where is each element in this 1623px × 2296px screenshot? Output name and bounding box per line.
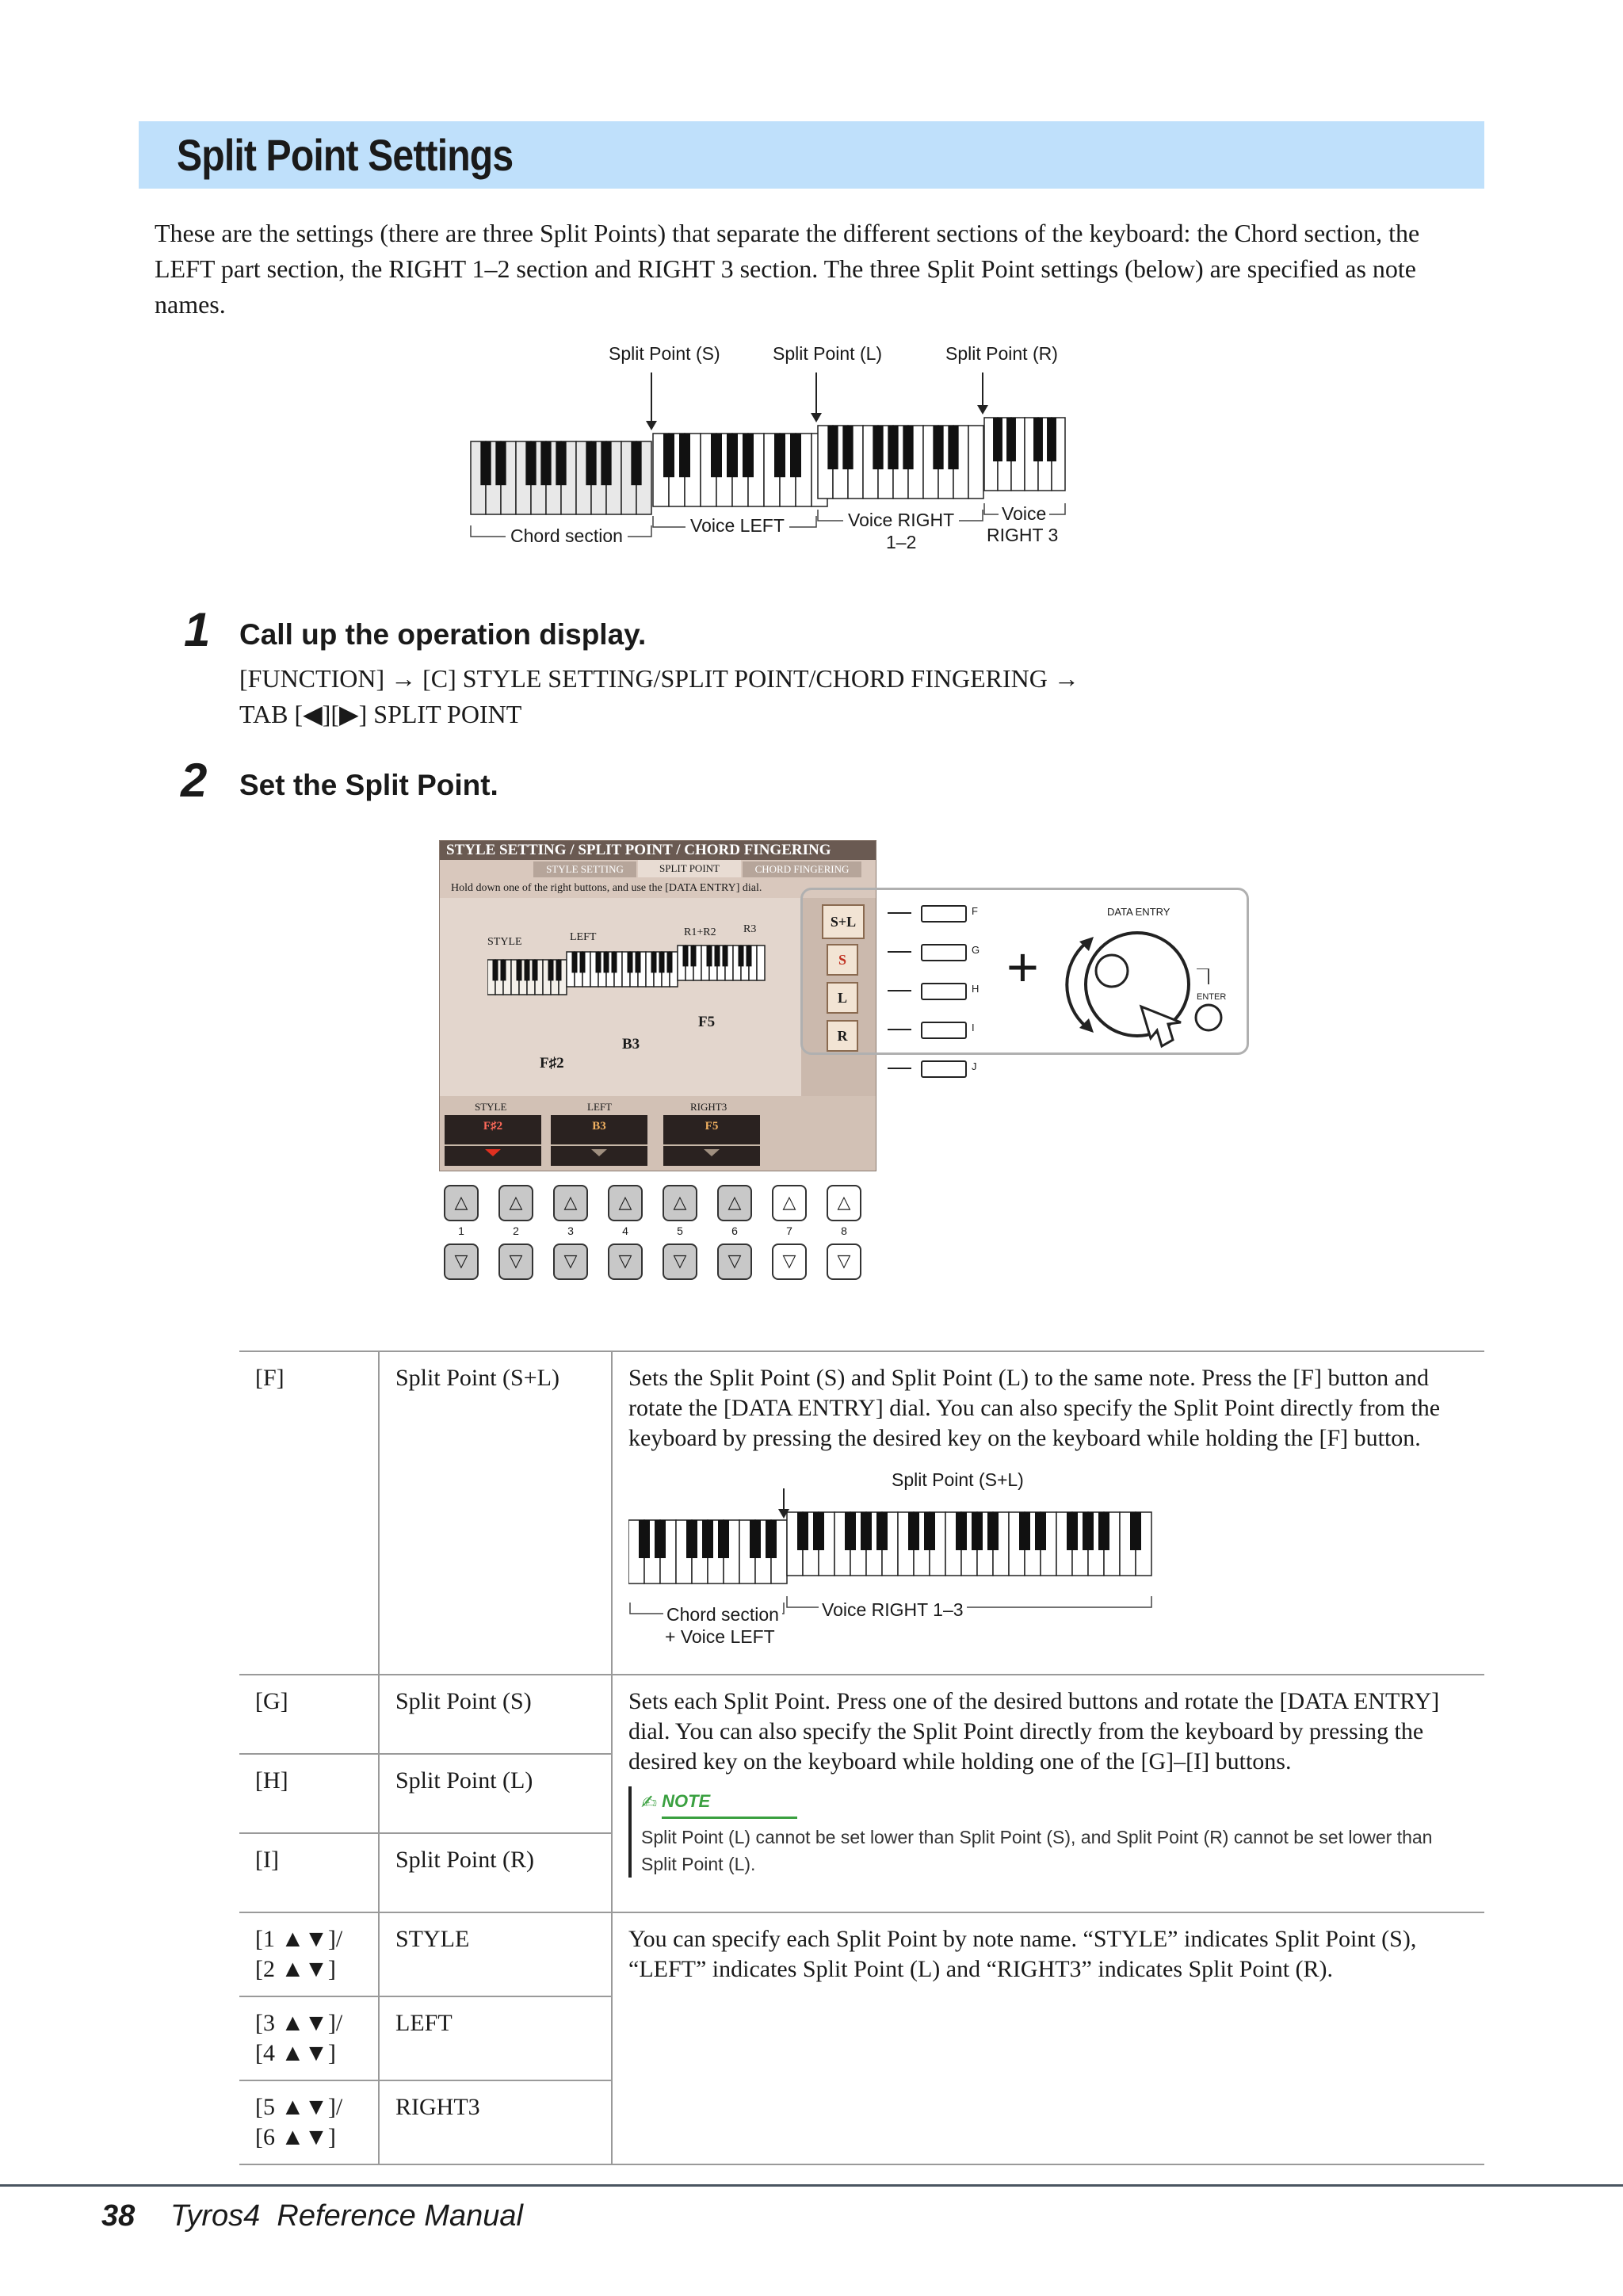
black-key <box>572 952 578 972</box>
param-value-style: F♯2 <box>483 1120 503 1133</box>
panel-button[interactable] <box>921 1060 967 1078</box>
param-down-arrow-right3 <box>704 1149 720 1156</box>
black-key <box>691 946 697 966</box>
button-6-up[interactable]: △ <box>717 1185 752 1221</box>
row-key-line1: [5 ▲▼]/ <box>255 2094 343 2120</box>
black-key <box>612 952 617 972</box>
note-box <box>628 1786 1468 1878</box>
button-4-up[interactable]: △ <box>608 1185 643 1221</box>
black-key <box>639 1520 650 1558</box>
black-key <box>651 952 657 972</box>
row-name: Split Point (L) <box>379 1754 612 1833</box>
row-description: Sets each Split Point. Press one of the desired buttons and rotate the [DATA ENTRY] dial. You can also specify the Split Point directly from the keyboard by pressing the desired key on the keyboard while holding one of the [G]–[I] buttons. <box>628 1688 1440 1775</box>
button-number: 6 <box>731 1224 738 1237</box>
voice-left-keys <box>653 434 827 506</box>
black-key <box>876 1512 888 1550</box>
black-key <box>903 426 913 469</box>
button-1-up[interactable]: △ <box>444 1185 479 1221</box>
side-button-j[interactable] <box>888 1059 983 1078</box>
button-number: 2 <box>513 1224 519 1237</box>
black-key <box>525 960 530 980</box>
button-8-down[interactable]: ▽ <box>827 1244 861 1280</box>
keyboard-split-diagram <box>460 337 1094 559</box>
black-key <box>556 441 566 485</box>
black-key <box>1130 1512 1141 1550</box>
page-number: 38 <box>101 2199 136 2233</box>
footer-rule <box>0 2184 1623 2187</box>
white-key <box>757 946 765 980</box>
black-key <box>679 434 690 477</box>
split-sl-diagram <box>628 1465 1183 1663</box>
row-key: [H] <box>239 1754 379 1833</box>
button-1-down[interactable]: ▽ <box>444 1244 479 1280</box>
black-key <box>556 960 562 980</box>
label-chord-voice-left-a: Chord section <box>663 1599 782 1629</box>
label-split-l: Split Point (L) <box>773 343 883 364</box>
button-number: 4 <box>622 1224 628 1237</box>
black-key <box>548 960 554 980</box>
button-number: 7 <box>786 1224 792 1237</box>
intro-paragraph: These are the settings (there are three Split Points) that separate the different sections of the keyboard: the Chord section, the LEFT part section, the RIGHT 1–2 section and RIGHT 3 section. The three Split Point settings (below) are specified as note names. <box>155 219 1420 319</box>
black-key <box>667 952 673 972</box>
black-key <box>1006 418 1016 461</box>
screen-keyboard <box>487 941 773 1004</box>
marker-f5: F5 <box>698 1014 716 1030</box>
row-name: STYLE <box>379 1912 612 1996</box>
black-key <box>827 426 838 469</box>
button-number: 3 <box>567 1224 574 1237</box>
param-down-arrow-left <box>591 1149 607 1156</box>
screen-instruction: Hold down one of the right buttons, and use the [DATA ENTRY] dial. <box>451 882 762 894</box>
black-key <box>797 1512 808 1550</box>
screen-kb-label-r1r2: R1+R2 <box>684 926 716 938</box>
row-name: Split Point (S+L) <box>379 1351 612 1675</box>
black-key <box>718 1520 729 1558</box>
black-key <box>517 960 522 980</box>
param-label-style: STYLE <box>475 1101 507 1113</box>
button-7-down[interactable]: ▽ <box>772 1244 807 1280</box>
icon-split-sl[interactable]: S+L <box>822 904 865 939</box>
row-key-line2: [6 ▲▼] <box>255 2124 336 2150</box>
screen-right-keys <box>678 946 765 980</box>
black-key <box>711 434 722 477</box>
button-5-down[interactable]: ▽ <box>663 1244 697 1280</box>
icon-split-s[interactable]: S <box>827 944 858 976</box>
voice-right3-keys <box>984 418 1065 491</box>
black-key <box>933 426 943 469</box>
row-name: Split Point (R) <box>379 1833 612 1912</box>
label-voice-right3-sub: RIGHT 3 <box>987 525 1059 545</box>
sl-right-keys <box>787 1512 1151 1576</box>
row-description-cell <box>612 1675 1484 1912</box>
black-key <box>1067 1512 1078 1550</box>
black-key <box>987 1512 999 1550</box>
black-key <box>1083 1512 1094 1550</box>
black-key <box>723 946 728 966</box>
black-key <box>972 1512 983 1550</box>
label-split-sl: Split Point (S+L) <box>892 1469 1024 1490</box>
black-key <box>993 418 1002 461</box>
row-name: Split Point (S) <box>379 1675 612 1754</box>
black-key <box>628 952 633 972</box>
button-7-up[interactable]: △ <box>772 1185 807 1221</box>
row-key: [G] <box>239 1675 379 1754</box>
black-key <box>1035 1512 1046 1550</box>
button-4-down[interactable]: ▽ <box>608 1244 643 1280</box>
tab-style-setting[interactable]: STYLE SETTING <box>533 861 636 877</box>
step-2-title: Set the Split Point. <box>239 769 498 801</box>
step-1-path-line2: TAB [◀][▶] SPLIT POINT <box>239 700 522 728</box>
black-key <box>743 434 754 477</box>
button-lead-line <box>888 1068 911 1069</box>
black-key <box>1098 1512 1109 1550</box>
settings-table <box>239 1350 1484 2165</box>
row-description: You can specify each Split Point by note name. “STYLE” indicates Split Point (S), “LEFT” indicates Split Point (L) and “RIGHT3” indicates Split Point (R). <box>612 1912 1484 2164</box>
icon-split-l[interactable]: L <box>827 982 858 1014</box>
data-entry-label: DATA ENTRY <box>1107 906 1170 918</box>
split-l-arrow-head <box>811 413 822 422</box>
split-s-arrow-head <box>646 421 657 430</box>
sl-chord-keys <box>628 1520 787 1584</box>
manual-title: Tyros4 Reference Manual <box>170 2199 523 2233</box>
chord-section-keys <box>471 441 651 514</box>
voice-right12-keys <box>818 426 983 499</box>
note-label: NOTE <box>662 1786 797 1819</box>
table-row <box>239 1351 1484 1675</box>
black-key <box>739 946 744 966</box>
enter-button <box>1196 1005 1221 1030</box>
marker-f2: F♯2 <box>540 1055 564 1072</box>
button-letter: I <box>972 1022 975 1033</box>
black-key <box>596 952 601 972</box>
black-key <box>707 946 712 966</box>
black-key <box>636 952 641 972</box>
screen-kb-label-r3: R3 <box>743 923 757 935</box>
black-key <box>525 441 536 485</box>
black-key <box>842 426 853 469</box>
pencil-icon: ✍ <box>641 1791 658 1813</box>
enter-label: ENTER <box>1197 992 1227 1002</box>
tab-chord-fingering[interactable]: CHORD FINGERING <box>743 861 861 877</box>
black-key <box>861 1512 872 1550</box>
black-key <box>501 960 506 980</box>
screen-kb-label-style: STYLE <box>487 936 522 948</box>
button-number: 8 <box>841 1224 847 1237</box>
black-key <box>845 1512 856 1550</box>
button-3-down[interactable]: ▽ <box>553 1244 588 1280</box>
label-voice-right12: Voice RIGHT <box>843 510 959 531</box>
black-key <box>924 1512 935 1550</box>
label-voice-left: Voice LEFT <box>685 515 789 537</box>
button-letter: H <box>972 983 980 995</box>
black-key <box>495 441 506 485</box>
button-2-down[interactable]: ▽ <box>498 1244 533 1280</box>
step-1-title: Call up the operation display. <box>239 618 647 651</box>
row-key-line1: [1 ▲▼]/ <box>255 1926 343 1952</box>
row-key-line2: [4 ▲▼] <box>255 2040 336 2066</box>
param-label-right3: RIGHT3 <box>690 1101 727 1113</box>
button-3-up[interactable]: △ <box>553 1185 588 1221</box>
label-voice-right3: Voice <box>999 503 1049 525</box>
split-r-arrow-head <box>977 405 988 415</box>
button-number: 1 <box>458 1224 464 1237</box>
screen-kb-label-left: LEFT <box>570 931 597 943</box>
step-2-number: 2 <box>181 754 208 807</box>
row-key: [I] <box>239 1833 379 1912</box>
black-key <box>1033 418 1043 461</box>
label-split-s: Split Point (S) <box>609 343 720 364</box>
black-key <box>956 1512 967 1550</box>
table-row <box>239 1912 1484 1996</box>
param-value-left: B3 <box>592 1120 606 1133</box>
black-key <box>533 960 538 980</box>
row-key <box>239 2080 379 2164</box>
black-key <box>540 441 551 485</box>
black-key <box>766 1520 777 1558</box>
screen-header: STYLE SETTING / SPLIT POINT / CHORD FINGERING <box>440 841 876 860</box>
button-letter: G <box>972 944 980 956</box>
button-6-down[interactable]: ▽ <box>717 1244 752 1280</box>
param-label-left: LEFT <box>587 1101 613 1113</box>
step-1-path-line1: [FUNCTION] → [C] STYLE SETTING/SPLIT POINT/CHORD FINGERING → <box>239 664 1079 693</box>
black-key <box>686 1520 697 1558</box>
tab-split-point[interactable]: SPLIT POINT <box>638 860 741 877</box>
icon-split-r[interactable]: R <box>827 1020 858 1052</box>
black-key <box>683 946 689 966</box>
black-key <box>659 952 665 972</box>
black-key <box>580 952 586 972</box>
black-key <box>715 946 720 966</box>
step-1-number: 1 <box>184 603 211 656</box>
section-title: Split Point Settings <box>177 130 514 180</box>
plus-sign: + <box>1006 936 1039 998</box>
label-voice-right12-sub: 1–2 <box>886 532 917 552</box>
black-key <box>1019 1512 1030 1550</box>
screen-style-keys <box>487 960 567 995</box>
button-2-up[interactable]: △ <box>498 1185 533 1221</box>
row-key: [F] <box>239 1351 379 1675</box>
row-key <box>239 1912 379 1996</box>
black-key <box>655 1520 666 1558</box>
table-row <box>239 1675 1484 1754</box>
param-value-right3: F5 <box>705 1120 719 1133</box>
marker-b3: B3 <box>622 1036 640 1052</box>
row-key-line2: [2 ▲▼] <box>255 1956 336 1982</box>
black-key <box>774 434 785 477</box>
label-chord-voice-left-b: + Voice LEFT <box>665 1626 775 1647</box>
black-key <box>727 434 738 477</box>
black-key <box>908 1512 919 1550</box>
label-split-r: Split Point (R) <box>945 343 1058 364</box>
black-key <box>948 426 958 469</box>
black-key <box>702 1520 713 1558</box>
note-header <box>641 1786 1468 1819</box>
black-key <box>888 426 898 469</box>
black-key <box>601 441 611 485</box>
black-key <box>750 1520 761 1558</box>
param-box-style[interactable] <box>445 1115 541 1166</box>
black-key <box>480 441 491 485</box>
black-key <box>631 441 641 485</box>
row-key <box>239 1996 379 2080</box>
label-chord-section: Chord section <box>506 525 628 547</box>
black-key <box>813 1512 824 1550</box>
black-key <box>873 426 883 469</box>
black-key <box>586 441 596 485</box>
screen-left-keys <box>567 952 678 987</box>
button-letter: J <box>972 1060 977 1072</box>
label-voice-right13: Voice RIGHT 1–3 <box>819 1595 967 1625</box>
param-box-right3[interactable] <box>663 1115 760 1166</box>
button-number: 5 <box>677 1224 683 1237</box>
button-8-up[interactable]: △ <box>827 1185 861 1221</box>
white-key <box>968 426 983 499</box>
black-key <box>747 946 752 966</box>
param-box-left[interactable] <box>551 1115 647 1166</box>
black-key <box>1047 418 1056 461</box>
note-text: Split Point (L) cannot be set lower than Split Point (S), and Split Point (R) cannot be set lower than Split Point (L). <box>641 1827 1433 1874</box>
param-down-arrow-style <box>485 1149 501 1156</box>
black-key <box>493 960 498 980</box>
button-5-up[interactable]: △ <box>663 1185 697 1221</box>
black-key <box>604 952 609 972</box>
black-key <box>790 434 801 477</box>
section-title-bar <box>139 121 1484 189</box>
black-key <box>663 434 674 477</box>
row-description: Sets the Split Point (S) and Split Point (L) to the same note. Press the [F] button and rotate the [DATA ENTRY] dial. You can also specify the Split Point directly from the keyboard by pressing the desired key on the keyboard while holding the [F] button. <box>628 1365 1441 1451</box>
row-key-line1: [3 ▲▼]/ <box>255 2010 343 2036</box>
row-description-cell <box>612 1351 1484 1675</box>
row-name: LEFT <box>379 1996 612 2080</box>
button-letter: F <box>972 905 978 917</box>
row-name: RIGHT3 <box>379 2080 612 2164</box>
